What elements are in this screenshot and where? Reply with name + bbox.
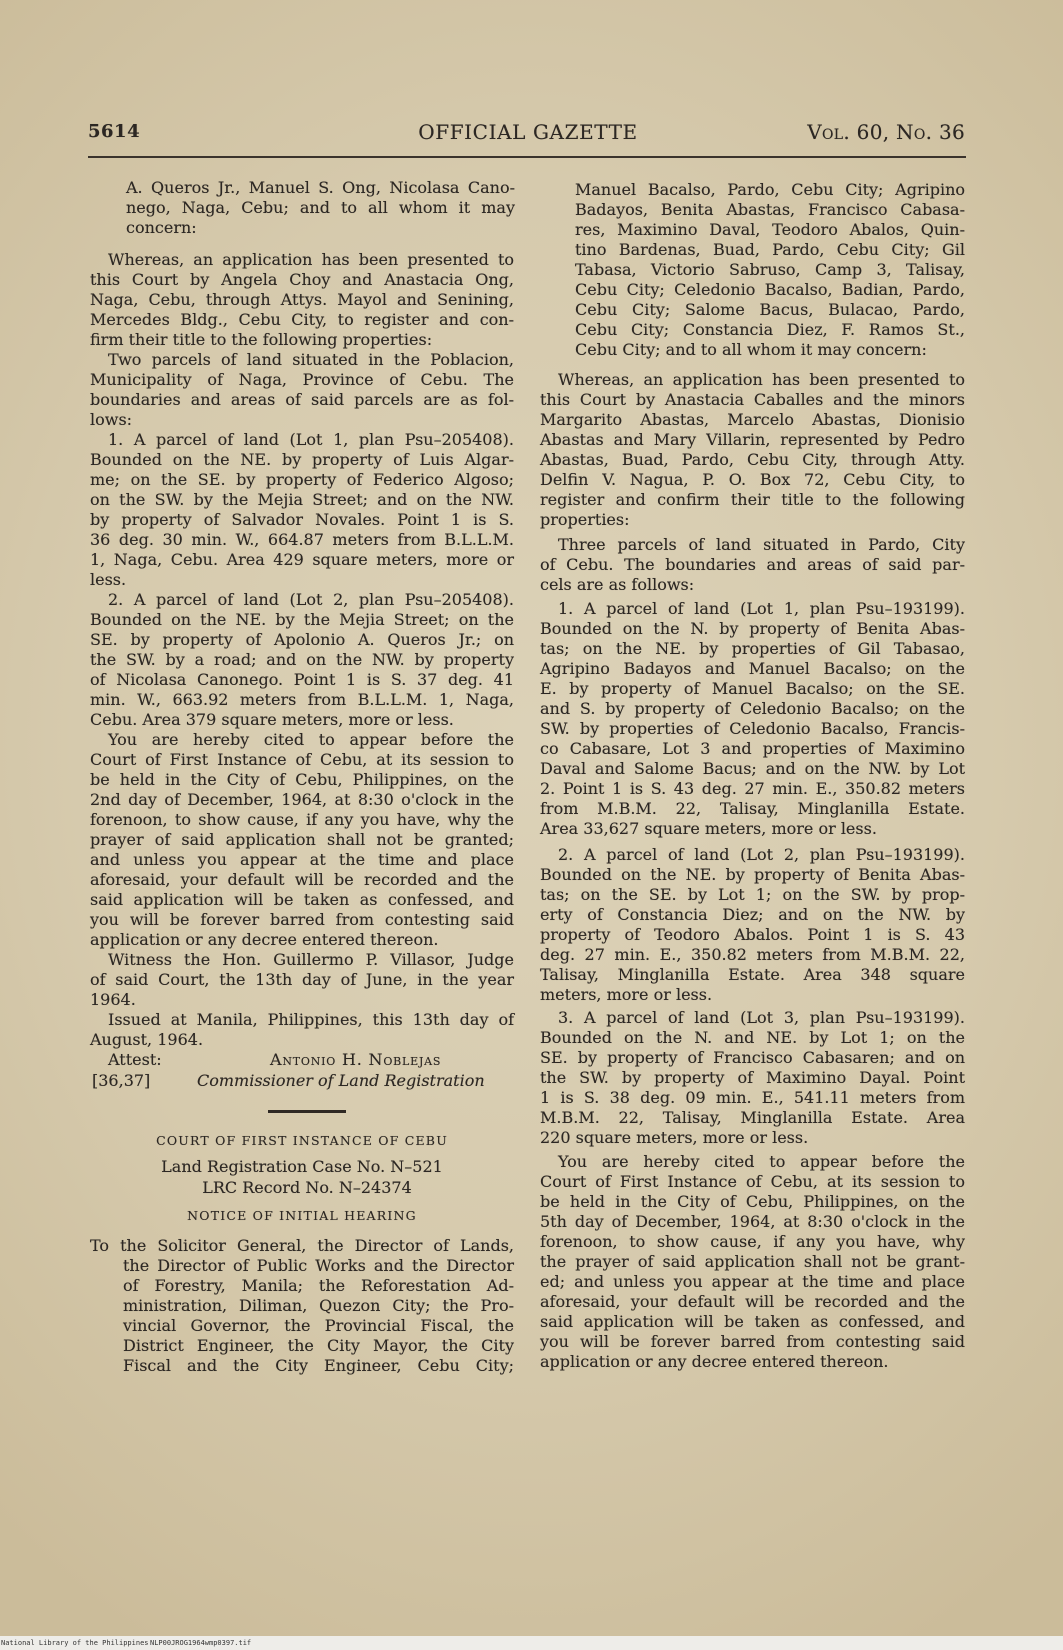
text-line: co Cabasare, Lot 3 and properties of Maximino: [540, 739, 965, 758]
text-line: Witness the Hon. Guillermo P. Villasor, Judge: [108, 950, 514, 969]
text-line: vincial Governor, the Provincial Fiscal, the: [123, 1316, 514, 1335]
text-line: Bounded on the N. and NE. by Lot 1; on the: [540, 1028, 965, 1047]
text-line: Agripino Badayos and Manuel Bacalso; on the: [540, 659, 965, 678]
text-line: the SW. by property of Maximino Dayal. Point: [540, 1068, 965, 1087]
section-divider: [268, 1110, 346, 1113]
case-number: Land Registration Case No. N–521: [161, 1157, 443, 1176]
text-line: ed; and unless you appear at the time and place: [540, 1272, 965, 1291]
text-line: Whereas, an application has been presented to: [108, 250, 514, 269]
text-line: Cebu City; and to all whom it may concern:: [575, 340, 927, 359]
text-line: less.: [90, 570, 127, 589]
text-line: Naga, Cebu, through Attys. Mayol and Senining,: [90, 290, 514, 309]
text-line: aforesaid, your default will be recorded and the: [90, 870, 514, 889]
text-line: SW. by properties of Celedonio Bacalso, Francis-: [540, 719, 965, 738]
text-line: be held in the City of Cebu, Philippines, on the: [90, 770, 514, 789]
text-line: register and confirm their title to the following: [540, 490, 965, 509]
text-line: cels are as follows:: [540, 575, 695, 594]
text-line: 2. A parcel of land (Lot 2, plan Psu–193199).: [558, 845, 965, 864]
issue-reference: [36,37]: [92, 1071, 151, 1090]
text-line: Bounded on the NE. by property of Luis Algar-: [90, 450, 514, 469]
text-line: Area 33,627 square meters, more or less.: [540, 819, 877, 838]
left-parcels-intro: [90, 350, 514, 430]
text-line: said application will be taken as confessed, and: [90, 890, 514, 909]
left-parcel-2: [90, 590, 514, 730]
text-line: A. Queros Jr., Manuel S. Ong, Nicolasa Cano-: [126, 178, 515, 197]
text-line: 2nd day of December, 1964, at 8:30 o'clock in the: [90, 790, 514, 809]
text-line: Abastas and Mary Villarin, represented by Pedro: [540, 430, 965, 449]
text-line: Two parcels of land situated in the Poblacion,: [108, 350, 514, 369]
text-line: from M.B.M. 22, Talisay, Minglanilla Estate.: [540, 799, 965, 818]
header-rule: [88, 156, 966, 158]
text-line: concern:: [126, 218, 197, 237]
text-line: SE. by property of Apolonio A. Queros Jr.; on: [90, 630, 514, 649]
text-line: 1. A parcel of land (Lot 1, plan Psu–193199).: [558, 599, 965, 618]
text-line: erty of Constancia Diez; and on the NW. by: [540, 905, 965, 924]
text-line: and unless you appear at the time and place: [90, 850, 514, 869]
text-line: Cebu. Area 379 square meters, more or less.: [90, 710, 454, 729]
text-line: 1964.: [90, 990, 136, 1009]
text-line: You are hereby cited to appear before the: [108, 730, 514, 749]
footer-file-name: NLP00JROG1964wmp0397.tif: [150, 1639, 252, 1647]
notice-heading: NOTICE OF INITIAL HEARING: [187, 1208, 417, 1223]
text-line: forenoon, to show cause, if any you have, why the: [90, 810, 514, 829]
page-number: 5614: [88, 121, 141, 142]
text-line: forenoon, to show cause, if any you have, why: [540, 1232, 965, 1251]
text-line: Cebu City; Constancia Diez, F. Ramos St.,: [575, 320, 965, 339]
text-line: tas; on the SE. by Lot 1; on the SW. by prop-: [540, 885, 965, 904]
text-line: application or any decree entered thereon.: [90, 930, 439, 949]
text-line: Talisay, Minglanilla Estate. Area 348 square: [540, 965, 965, 984]
left-parcel-1: [90, 430, 514, 590]
text-line: tas; on the NE. by properties of Gil Tabasao,: [540, 639, 965, 658]
text-line: aforesaid, your default will be recorded and the: [540, 1292, 965, 1311]
text-line: You are hereby cited to appear before the: [558, 1152, 965, 1171]
text-line: Daval and Salome Bacus; and on the NW. by Lot: [540, 759, 965, 778]
text-line: 220 square meters, more or less.: [540, 1128, 809, 1147]
text-line: Court of First Instance of Cebu, at its session to: [90, 750, 514, 769]
text-line: Badayos, Benita Abastas, Francisco Cabasa-: [575, 200, 965, 219]
text-line: you will be forever barred from contesting said: [540, 1332, 965, 1351]
text-line: prayer of said application shall not be granted;: [90, 830, 514, 849]
text-line: properties:: [540, 510, 630, 529]
text-line: E. by property of Manuel Bacalso; on the SE.: [540, 679, 965, 698]
text-line: of Nicolasa Canonego. Point 1 is S. 37 deg. 41: [90, 670, 514, 689]
text-line: this Court by Angela Choy and Anastacia Ong,: [90, 270, 514, 289]
text-line: District Engineer, the City Mayor, the City: [123, 1336, 514, 1355]
text-line: tino Bardenas, Buad, Pardo, Cebu City; Gil: [575, 240, 965, 259]
lrc-record-number: LRC Record No. N–24374: [202, 1178, 412, 1197]
text-line: Bounded on the NE. by property of Benita Abas-: [540, 865, 965, 884]
text-line: 2. Point 1 is S. 43 deg. 27 min. E., 350.82 meters: [540, 779, 965, 798]
text-line: property of Teodoro Abalos. Point 1 is S. 43: [540, 925, 965, 944]
text-line: Mercedes Bldg., Cebu City, to register and con-: [90, 310, 514, 329]
text-line: Cebu City; Salome Bacus, Bulacao, Pardo,: [575, 300, 965, 319]
text-line: min. W., 663.92 meters from B.L.L.M. 1, Naga,: [90, 690, 514, 709]
text-line: application or any decree entered thereon.: [540, 1352, 889, 1371]
text-line: 1. A parcel of land (Lot 1, plan Psu–205408).: [108, 430, 514, 449]
text-line: Margarito Abastas, Marcelo Abastas, Dionisio: [540, 410, 965, 429]
text-line: of said Court, the 13th day of June, in the year: [90, 970, 514, 989]
text-line: 3. A parcel of land (Lot 3, plan Psu–193199).: [558, 1008, 965, 1027]
text-line: Municipality of Naga, Province of Cebu. The: [90, 370, 514, 389]
text-line: ministration, Diliman, Quezon City; the Pro-: [123, 1296, 514, 1315]
text-line: the SW. by a road; and on the NW. by property: [90, 650, 514, 669]
signatory-title: Commissioner of Land Registration: [197, 1071, 485, 1090]
signatory-name: Antonio H. Noblejas: [270, 1050, 442, 1069]
text-line: the Director of Public Works and the Director: [123, 1256, 514, 1275]
right-whereas-paragraph: [540, 370, 965, 530]
text-line: Fiscal and the City Engineer, Cebu City;: [123, 1356, 514, 1375]
text-line: be held in the City of Cebu, Philippines, on the: [540, 1192, 965, 1211]
right-parcel-1: [540, 599, 965, 839]
text-line: Abastas, Buad, Pardo, Cebu City, through Atty.: [540, 450, 965, 469]
text-line: and S. by property of Celedonio Bacalso; on the: [540, 699, 965, 718]
text-line: 1 is S. 38 deg. 09 min. E., 541.11 meters from: [540, 1088, 965, 1107]
right-parcels-intro: [540, 535, 965, 595]
footer-source: National Library of the Philippines: [1, 1639, 149, 1647]
text-line: Court of First Instance of Cebu, at its session to: [540, 1172, 965, 1191]
text-line: M.B.M. 22, Talisay, Minglanilla Estate. Area: [540, 1108, 965, 1127]
text-line: nego, Naga, Cebu; and to all whom it may: [126, 198, 515, 217]
text-line: of Cebu. The boundaries and areas of said par-: [540, 555, 965, 574]
court-heading: COURT OF FIRST INSTANCE OF CEBU: [156, 1133, 448, 1148]
text-line: 36 deg. 30 min. W., 664.87 meters from B.L.L.M.: [90, 530, 514, 549]
text-line: deg. 27 min. E., 350.82 meters from M.B.M. 22,: [540, 945, 965, 964]
text-line: of Forestry, Manila; the Reforestation Ad-: [123, 1276, 514, 1295]
publication-title: OFFICIAL GAZETTE: [418, 120, 638, 144]
text-line: Three parcels of land situated in Pardo, City: [558, 535, 965, 554]
text-line: Delfin V. Nagua, P. O. Box 72, Cebu City, to: [540, 470, 965, 489]
text-line: Issued at Manila, Philippines, this 13th day of: [108, 1010, 514, 1029]
text-line: boundaries and areas of said parcels are as fol-: [90, 390, 514, 409]
text-line: lows:: [90, 410, 133, 429]
text-line: Manuel Bacalso, Pardo, Cebu City; Agripino: [575, 180, 965, 199]
left-citation-paragraph: [90, 730, 514, 950]
text-line: Bounded on the NE. by the Mejia Street; on the: [90, 610, 514, 629]
text-line: by property of Salvador Novales. Point 1 is S.: [90, 510, 514, 529]
text-line: on the SW. by the Mejia Street; and on the NW.: [90, 490, 514, 509]
text-line: SE. by property of Francisco Cabasaren; and on: [540, 1048, 965, 1067]
text-line: you will be forever barred from contesting said: [90, 910, 514, 929]
scan-footer: [0, 1636, 1063, 1650]
text-line: the prayer of said application shall not be grant-: [540, 1252, 965, 1271]
text-line: Tabasa, Victorio Sabruso, Camp 3, Talisay,: [575, 260, 965, 279]
text-line: res, Maximino Daval, Teodoro Abalos, Quin-: [575, 220, 965, 239]
right-parcel-2: [540, 845, 965, 1005]
attest-label: Attest:: [108, 1050, 162, 1069]
right-parcel-3: [540, 1008, 965, 1148]
text-line: said application will be taken as confessed, and: [540, 1312, 965, 1331]
text-line: 1, Naga, Cebu. Area 429 square meters, more or: [90, 550, 514, 569]
text-line: Bounded on the N. by property of Benita Abas-: [540, 619, 965, 638]
left-address-continuation: [126, 178, 515, 238]
right-address-continuation: [575, 180, 965, 360]
text-line: Whereas, an application has been presented to: [558, 370, 965, 389]
text-line: firm their title to the following properties:: [90, 330, 433, 349]
text-line: 5th day of December, 1964, at 8:30 o'clock in the: [540, 1212, 965, 1231]
text-line: this Court by Anastacia Caballes and the minors: [540, 390, 965, 409]
text-line: me; on the SE. by property of Federico Algoso;: [90, 470, 514, 489]
text-line: Cebu City; Celedonio Bacalso, Badian, Pardo,: [575, 280, 965, 299]
text-line: meters, more or less.: [540, 985, 713, 1004]
left-whereas-paragraph: [90, 250, 514, 350]
text-line: August, 1964.: [90, 1030, 204, 1049]
volume-number: Vol. 60, No. 36: [807, 120, 965, 144]
right-citation-paragraph: [540, 1152, 965, 1372]
left-issued-paragraph: [90, 1010, 514, 1050]
text-line: 2. A parcel of land (Lot 2, plan Psu–205408).: [108, 590, 514, 609]
notice-address: [90, 1236, 514, 1376]
text-line: To the Solicitor General, the Director of Lands,: [90, 1236, 514, 1255]
left-witness-paragraph: [90, 950, 514, 1010]
